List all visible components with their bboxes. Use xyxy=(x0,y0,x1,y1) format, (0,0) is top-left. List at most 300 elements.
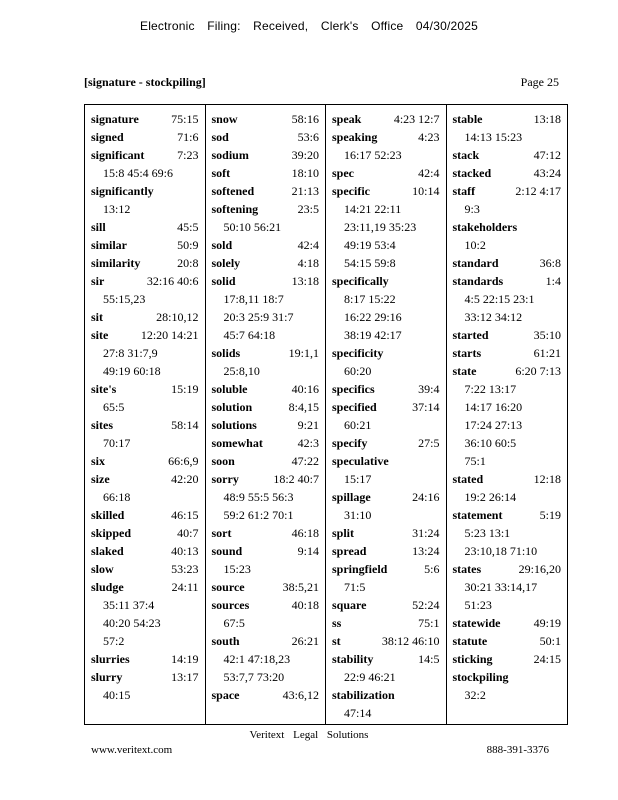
index-refs-continued: 60:21 xyxy=(344,418,372,432)
index-entry xyxy=(453,650,562,668)
index-refs: 40:7 xyxy=(177,526,199,540)
index-entry-line xyxy=(212,380,320,398)
index-entry xyxy=(212,686,320,704)
index-refs: 47:22 xyxy=(291,454,319,468)
index-refs: 38:12 46:10 xyxy=(381,634,440,648)
index-refs-continued: 51:23 xyxy=(464,598,492,612)
index-refs: 42:3 xyxy=(297,436,319,450)
index-refs: 12:18 xyxy=(533,472,561,486)
index-refs-continued: 16:22 29:16 xyxy=(344,310,402,324)
index-entry xyxy=(453,632,562,650)
index-entry xyxy=(453,668,562,704)
index-term: sit xyxy=(91,310,103,324)
index-refs: 13:18 xyxy=(291,274,319,288)
index-refs: 18:10 xyxy=(291,166,319,180)
index-entry xyxy=(212,236,320,254)
index-entry-line xyxy=(91,146,199,164)
index-refs-continued: 40:20 54:23 xyxy=(103,616,161,630)
index-term: sorry xyxy=(211,472,239,486)
index-term: sort xyxy=(211,526,232,540)
index-entry xyxy=(332,596,440,614)
index-entry xyxy=(332,164,440,182)
index-refs: 2:12 4:17 xyxy=(515,184,561,198)
index-refs: 49:19 xyxy=(533,616,561,630)
index-refs: 32:16 40:6 xyxy=(146,274,199,288)
index-entry xyxy=(212,164,320,182)
index-refs: 52:24 xyxy=(412,598,440,612)
index-entry-line xyxy=(332,110,440,128)
index-entry-line xyxy=(453,632,562,650)
index-entry-line xyxy=(332,344,440,362)
index-term: signed xyxy=(91,130,124,144)
index-term: spec xyxy=(332,166,354,180)
index-term: stability xyxy=(332,652,374,666)
index-entry xyxy=(91,668,199,704)
index-term: solid xyxy=(211,274,236,288)
index-entry-line xyxy=(332,380,440,398)
index-term: statute xyxy=(452,634,488,648)
index-term: similarity xyxy=(91,256,141,270)
index-entry-line xyxy=(91,560,199,578)
index-entry xyxy=(212,200,320,236)
index-entry-line xyxy=(453,362,562,380)
footer-phone: 888-391-3376 xyxy=(486,744,549,756)
index-term: significant xyxy=(91,148,145,162)
index-refs-continued: 38:19 42:17 xyxy=(344,328,402,342)
index-entry xyxy=(212,254,320,272)
index-term: standards xyxy=(452,274,504,288)
index-refs-continued: 32:2 xyxy=(464,688,486,702)
index-refs-continued: 49:19 60:18 xyxy=(103,364,161,378)
index-refs: 28:10,12 xyxy=(156,310,199,324)
index-entry-line xyxy=(332,596,440,614)
index-refs: 40:13 xyxy=(171,544,199,558)
index-term: softened xyxy=(211,184,255,198)
index-term: site xyxy=(91,328,109,342)
index-term: similar xyxy=(91,238,127,252)
index-refs: 37:14 xyxy=(412,400,440,414)
index-entry-line xyxy=(332,686,440,704)
index-entry xyxy=(91,524,199,542)
index-refs-continued: 25:8,10 xyxy=(223,364,260,378)
index-entry xyxy=(212,380,320,398)
index-entry-line xyxy=(212,542,320,560)
index-term: speak xyxy=(332,112,362,126)
index-entry xyxy=(453,254,562,272)
index-refs: 14:19 xyxy=(171,652,199,666)
index-entry xyxy=(212,632,320,686)
index-refs: 27:5 xyxy=(418,436,440,450)
index-term: south xyxy=(211,634,240,648)
index-refs-continued: 75:1 xyxy=(464,454,486,468)
index-entry xyxy=(212,398,320,416)
index-entry xyxy=(453,110,562,146)
index-term: springfield xyxy=(332,562,388,576)
index-refs-continued: 16:17 52:23 xyxy=(344,148,402,162)
index-entry xyxy=(332,488,440,524)
index-entry-line xyxy=(91,218,199,236)
index-entry xyxy=(332,398,440,434)
index-entry xyxy=(453,614,562,632)
index-entry-line xyxy=(91,452,199,470)
index-entry xyxy=(212,524,320,542)
index-refs: 75:1 xyxy=(418,616,440,630)
index-entry xyxy=(212,542,320,578)
index-entry xyxy=(453,560,562,614)
index-refs: 43:24 xyxy=(533,166,561,180)
index-entry-line xyxy=(212,344,320,362)
index-entry xyxy=(453,470,562,506)
index-entry-line xyxy=(212,524,320,542)
index-term: stable xyxy=(452,112,483,126)
index-entry xyxy=(212,146,320,164)
index-refs-continued: 59:2 61:2 70:1 xyxy=(223,508,294,522)
index-entry xyxy=(91,146,199,182)
index-column-1 xyxy=(85,105,206,724)
index-entry xyxy=(212,344,320,380)
index-entry-line xyxy=(212,578,320,596)
index-column-3 xyxy=(326,105,447,724)
index-entry xyxy=(91,380,199,416)
index-refs-continued: 27:8 31:7,9 xyxy=(103,346,158,360)
index-refs-continued: 15:23 xyxy=(223,562,251,576)
index-term: signature xyxy=(91,112,139,126)
index-entry-line xyxy=(91,236,199,254)
index-entry-line xyxy=(91,272,199,290)
index-refs-continued: 36:10 60:5 xyxy=(464,436,517,450)
index-entry-line xyxy=(332,524,440,542)
index-refs: 75:15 xyxy=(171,112,199,126)
index-refs: 23:5 xyxy=(297,202,319,216)
index-entry xyxy=(453,506,562,560)
index-refs-continued: 47:14 xyxy=(344,706,372,720)
index-refs: 21:13 xyxy=(291,184,319,198)
index-refs-continued: 5:23 13:1 xyxy=(464,526,511,540)
index-refs: 71:6 xyxy=(177,130,199,144)
index-term: sticking xyxy=(452,652,493,666)
index-entry xyxy=(91,308,199,326)
index-entry xyxy=(332,434,440,452)
index-term: slaked xyxy=(91,544,124,558)
index-entry xyxy=(212,596,320,632)
index-entry-line xyxy=(212,632,320,650)
index-refs: 9:14 xyxy=(297,544,319,558)
index-refs: 38:5,21 xyxy=(282,580,319,594)
index-term: sir xyxy=(91,274,105,288)
footer-website: www.veritext.com xyxy=(91,744,173,756)
index-refs: 66:6,9 xyxy=(168,454,199,468)
index-entry-line xyxy=(91,470,199,488)
index-refs-continued: 33:12 34:12 xyxy=(464,310,523,324)
filing-stamp-header: Electronic Filing: Received, Clerk's Office 04/30/2025 xyxy=(139,19,478,33)
index-entry xyxy=(212,434,320,452)
index-entry-line xyxy=(212,434,320,452)
index-refs-continued: 67:5 xyxy=(223,616,245,630)
index-entry-line xyxy=(332,182,440,200)
index-term: statement xyxy=(452,508,503,522)
index-entry-line xyxy=(453,344,562,362)
index-refs: 13:18 xyxy=(533,112,561,126)
index-refs-continued: 54:15 59:8 xyxy=(344,256,396,270)
index-term: started xyxy=(452,328,489,342)
index-refs: 50:9 xyxy=(177,238,199,252)
index-term: staff xyxy=(452,184,476,198)
index-refs: 42:20 xyxy=(171,472,199,486)
index-entry-line xyxy=(332,128,440,146)
index-column-2 xyxy=(206,105,327,724)
index-term: sound xyxy=(211,544,243,558)
index-entry-line xyxy=(91,416,199,434)
index-entry xyxy=(332,542,440,560)
index-term: specificity xyxy=(332,346,384,360)
index-term: sodium xyxy=(211,148,249,162)
index-refs-continued: 60:20 xyxy=(344,364,372,378)
index-refs: 14:5 xyxy=(418,652,440,666)
index-refs: 5:6 xyxy=(424,562,440,576)
index-refs-continued: 10:2 xyxy=(464,238,486,252)
index-term: sites xyxy=(91,418,113,432)
index-entry-line xyxy=(453,650,562,668)
index-entry xyxy=(212,272,320,344)
index-entry xyxy=(332,686,440,722)
index-term: specific xyxy=(332,184,370,198)
index-refs: 40:18 xyxy=(291,598,319,612)
index-term: speculative xyxy=(332,454,389,468)
index-entry-line xyxy=(453,182,562,200)
index-term: solution xyxy=(211,400,253,414)
index-term: sludge xyxy=(91,580,124,594)
index-refs-continued: 14:21 22:11 xyxy=(344,202,402,216)
index-term: slurry xyxy=(91,670,123,684)
index-refs-continued: 45:7 64:18 xyxy=(223,328,276,342)
index-term: st xyxy=(332,634,341,648)
index-entry-line xyxy=(91,308,199,326)
index-entry xyxy=(212,416,320,434)
index-refs: 43:6,12 xyxy=(282,688,319,702)
index-entry-line xyxy=(212,182,320,200)
index-term: site's xyxy=(91,382,117,396)
index-entry xyxy=(212,470,320,524)
index-refs: 50:1 xyxy=(539,634,561,648)
index-refs-continued: 49:19 53:4 xyxy=(344,238,396,252)
index-term: stacked xyxy=(452,166,492,180)
index-entry-line xyxy=(212,470,320,488)
index-term: state xyxy=(452,364,477,378)
index-entry xyxy=(91,326,199,380)
index-entry xyxy=(453,344,562,362)
index-refs-continued: 15:8 45:4 69:6 xyxy=(103,166,174,180)
index-entry-line xyxy=(212,200,320,218)
index-term: ss xyxy=(332,616,342,630)
index-entry xyxy=(212,452,320,470)
index-refs: 61:21 xyxy=(533,346,561,360)
index-entry-line xyxy=(91,326,199,344)
index-entry-line xyxy=(212,272,320,290)
index-entry xyxy=(91,110,199,128)
index-entry-line xyxy=(91,524,199,542)
index-term: skipped xyxy=(91,526,132,540)
index-entry-line xyxy=(453,146,562,164)
index-entry-line xyxy=(91,542,199,560)
index-term: space xyxy=(211,688,240,702)
index-refs: 39:20 xyxy=(291,148,319,162)
index-term: soon xyxy=(211,454,235,468)
index-entry-line xyxy=(332,488,440,506)
index-refs-continued: 50:10 56:21 xyxy=(223,220,282,234)
index-refs: 46:18 xyxy=(291,526,319,540)
index-refs: 29:16,20 xyxy=(518,562,561,576)
index-entry-line xyxy=(212,236,320,254)
index-entry-line xyxy=(91,380,199,398)
index-entry xyxy=(91,506,199,524)
index-refs: 1:4 xyxy=(545,274,561,288)
index-refs: 12:20 14:21 xyxy=(140,328,199,342)
index-entry xyxy=(453,182,562,218)
index-refs: 6:20 7:13 xyxy=(515,364,561,378)
index-entry xyxy=(332,272,440,344)
index-column-4 xyxy=(447,105,568,724)
index-term: states xyxy=(452,562,482,576)
index-refs-continued: 19:2 26:14 xyxy=(464,490,517,504)
index-refs-continued: 20:3 25:9 31:7 xyxy=(223,310,294,324)
index-entry-line xyxy=(212,416,320,434)
index-term: soft xyxy=(211,166,231,180)
index-refs: 4:23 xyxy=(418,130,440,144)
index-entry-line xyxy=(212,110,320,128)
index-term: sod xyxy=(211,130,229,144)
index-term: stated xyxy=(452,472,484,486)
index-term: sill xyxy=(91,220,106,234)
index-term: solely xyxy=(211,256,241,270)
index-term: sources xyxy=(211,598,250,612)
index-entry-line xyxy=(212,596,320,614)
index-refs-continued: 17:24 27:13 xyxy=(464,418,523,432)
index-entry-line xyxy=(332,398,440,416)
index-term: specified xyxy=(332,400,377,414)
index-entry-line xyxy=(91,668,199,686)
index-refs: 24:15 xyxy=(533,652,561,666)
index-refs: 13:17 xyxy=(171,670,199,684)
index-entry-line xyxy=(453,668,562,686)
index-entry xyxy=(91,650,199,668)
index-term: solids xyxy=(211,346,241,360)
index-refs-continued: 15:17 xyxy=(344,472,372,486)
index-entry xyxy=(332,452,440,488)
index-term: significantly xyxy=(91,184,154,198)
index-refs: 4:18 xyxy=(297,256,319,270)
index-refs: 24:16 xyxy=(412,490,440,504)
index-refs: 45:5 xyxy=(177,220,199,234)
index-entry xyxy=(332,560,440,596)
index-refs: 35:10 xyxy=(533,328,561,342)
index-term: standard xyxy=(452,256,499,270)
index-refs-continued: 48:9 55:5 56:3 xyxy=(223,490,294,504)
index-entry xyxy=(212,110,320,128)
index-refs: 36:8 xyxy=(539,256,561,270)
index-term: skilled xyxy=(91,508,125,522)
index-refs: 13:24 xyxy=(412,544,440,558)
index-term: six xyxy=(91,454,106,468)
index-refs-continued: 40:15 xyxy=(103,688,131,702)
index-entry xyxy=(91,542,199,560)
index-refs: 15:19 xyxy=(171,382,199,396)
index-refs-continued: 7:22 13:17 xyxy=(464,382,517,396)
index-entry xyxy=(91,416,199,452)
index-term: slow xyxy=(91,562,114,576)
index-entry xyxy=(212,182,320,200)
index-refs: 19:1,1 xyxy=(288,346,319,360)
index-entry-line xyxy=(453,110,562,128)
index-refs: 40:16 xyxy=(291,382,319,396)
index-entry-line xyxy=(453,218,562,236)
index-entry xyxy=(453,272,562,326)
index-refs: 47:12 xyxy=(533,148,561,162)
index-entry-line xyxy=(332,434,440,452)
index-refs-continued: 23:10,18 71:10 xyxy=(464,544,538,558)
index-entry-line xyxy=(91,110,199,128)
index-refs-continued: 53:7,7 73:20 xyxy=(223,670,285,684)
index-entry-line xyxy=(332,614,440,632)
page-number: Page 25 xyxy=(520,75,559,89)
index-entry-line xyxy=(453,470,562,488)
index-entry xyxy=(332,632,440,650)
index-refs: 58:14 xyxy=(171,418,199,432)
index-entry xyxy=(332,650,440,686)
index-refs-continued: 57:2 xyxy=(103,634,125,648)
index-refs: 9:21 xyxy=(297,418,319,432)
index-refs-continued: 23:11,19 35:23 xyxy=(344,220,417,234)
index-refs: 4:23 12:7 xyxy=(393,112,440,126)
index-refs-continued: 17:8,11 18:7 xyxy=(223,292,284,306)
index-entry-line xyxy=(91,650,199,668)
index-entry-line xyxy=(332,542,440,560)
index-refs: 8:4,15 xyxy=(288,400,319,414)
index-term: somewhat xyxy=(211,436,263,450)
word-index-table xyxy=(84,104,568,725)
index-term: specify xyxy=(332,436,368,450)
index-term: slurries xyxy=(91,652,130,666)
index-term: sold xyxy=(211,238,233,252)
index-refs: 31:24 xyxy=(412,526,440,540)
index-refs: 53:23 xyxy=(171,562,199,576)
index-entry-line xyxy=(332,272,440,290)
index-term: spillage xyxy=(332,490,371,504)
index-entry xyxy=(453,218,562,254)
index-entry xyxy=(332,110,440,128)
index-entry xyxy=(212,578,320,596)
index-entry-line xyxy=(91,578,199,596)
index-term: specifics xyxy=(332,382,375,396)
index-entry xyxy=(453,146,562,164)
index-term: stakeholders xyxy=(452,220,518,234)
index-entry-line xyxy=(332,452,440,470)
index-term: square xyxy=(332,598,367,612)
index-entry-line xyxy=(212,398,320,416)
index-term: specifically xyxy=(332,274,389,288)
index-term: split xyxy=(332,526,355,540)
index-refs-continued: 42:1 47:18,23 xyxy=(223,652,291,666)
index-entry xyxy=(332,524,440,542)
index-term: soluble xyxy=(211,382,248,396)
index-entry xyxy=(91,578,199,650)
index-refs-continued: 14:17 16:20 xyxy=(464,400,523,414)
index-entry xyxy=(91,560,199,578)
index-entry xyxy=(91,218,199,236)
index-range-label: [signature - stockpiling] xyxy=(84,75,206,89)
index-entry xyxy=(453,164,562,182)
index-refs-continued: 65:5 xyxy=(103,400,125,414)
index-refs-continued: 22:9 46:21 xyxy=(344,670,396,684)
